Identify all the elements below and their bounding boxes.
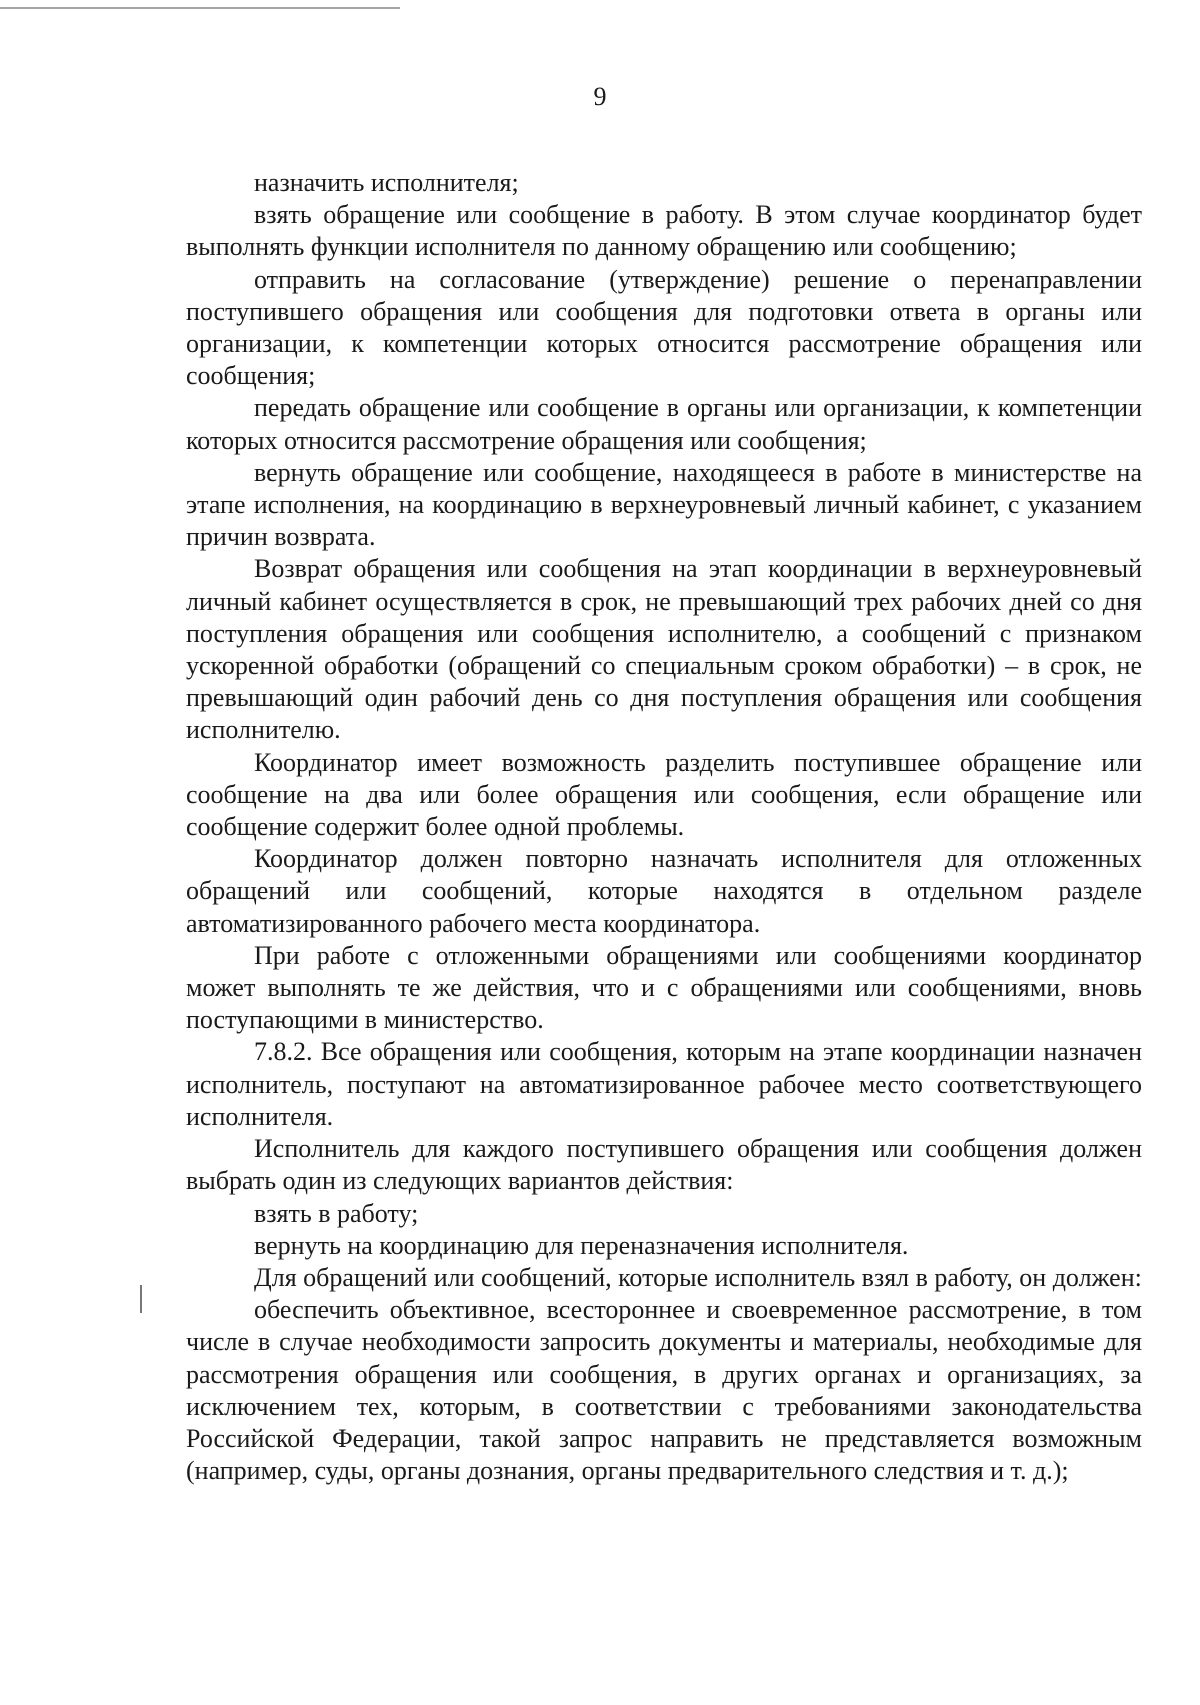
paragraph: назначить исполнителя; <box>254 168 519 197</box>
paragraph: отправить на согласование (утверждение) решение о перенаправлении поступившего обращения или сообщения для подготовки ответа в органы или организации, к компетенции которых относится рассмотрение обращения или сообщения; <box>186 264 1142 391</box>
paragraph: обеспечить объективное, всестороннее и своевременное рассмотрение, в том числе в случае необходимости запросить документы и материалы, необходимые для рассмотрения обращения или сообщения, в других органах и организациях, за исключением тех, которым, в соответствии с требованиями законодательства Российской Федерации, такой запрос направить не представляется возможным (например, суды, органы дознания, органы предварительного следствия и т. д.); <box>186 1295 1142 1486</box>
paragraph: Исполнитель для каждого поступившего обращения или сообщения должен выбрать один из следующих вариантов действия: <box>186 1134 1142 1196</box>
document-body <box>186 167 1142 1487</box>
paragraph: передать обращение или сообщение в органы или организации, к компетенции которых относится рассмотрение обращения или сообщения; <box>186 393 1142 455</box>
paragraph: Возврат обращения или сообщения на этап координации в верхнеуровневый личный кабинет осуществляется в срок, не превышающий трех рабочих дней со дня поступления обращения или сообщения исполнителю, а сообщений с признаком ускоренной обработки (обращений со специальным сроком обработки) – в срок, не превышающий один рабочий день со дня поступления обращения или сообщения исполнителю. <box>186 554 1142 745</box>
paragraph: При работе с отложенными обращениями или сообщениями координатор может выполнять те же действия, что и с обращениями или сообщениями, вновь поступающими в министерство. <box>186 940 1142 1035</box>
paragraph: взять обращение или сообщение в работу. В этом случае координатор будет выполнять функции исполнителя по данному обращению или сообщению; <box>186 200 1142 262</box>
paragraph: Для обращений или сообщений, которые исполнитель взял в работу, он должен: <box>254 1262 1142 1292</box>
paragraph: Координатор имеет возможность разделить поступившее обращение или сообщение на два или более обращения или сообщения, если обращение или сообщение содержит более одной проблемы. <box>186 747 1142 842</box>
paragraph: вернуть на координацию для переназначения исполнителя. <box>254 1230 909 1260</box>
scan-margin-mark <box>140 1285 142 1313</box>
paragraph: 7.8.2. Все обращения или сообщения, которым на этапе координации назначен исполнитель, поступают на автоматизированное рабочее место соответствующего исполнителя. <box>186 1037 1142 1131</box>
page-number: 9 <box>593 82 607 111</box>
paragraph: взять в работу; <box>254 1198 419 1228</box>
paragraph: Координатор должен повторно назначать исполнителя для отложенных обращений или сообщений, которые находятся в отдельном разделе автоматизированного рабочего места координатора. <box>186 844 1142 938</box>
paragraph: вернуть обращение или сообщение, находящееся в работе в министерстве на этапе исполнения, на координацию в верхнеуровневый личный кабинет, с указанием причин возврата. <box>186 457 1142 552</box>
scan-edge-line <box>0 7 400 9</box>
